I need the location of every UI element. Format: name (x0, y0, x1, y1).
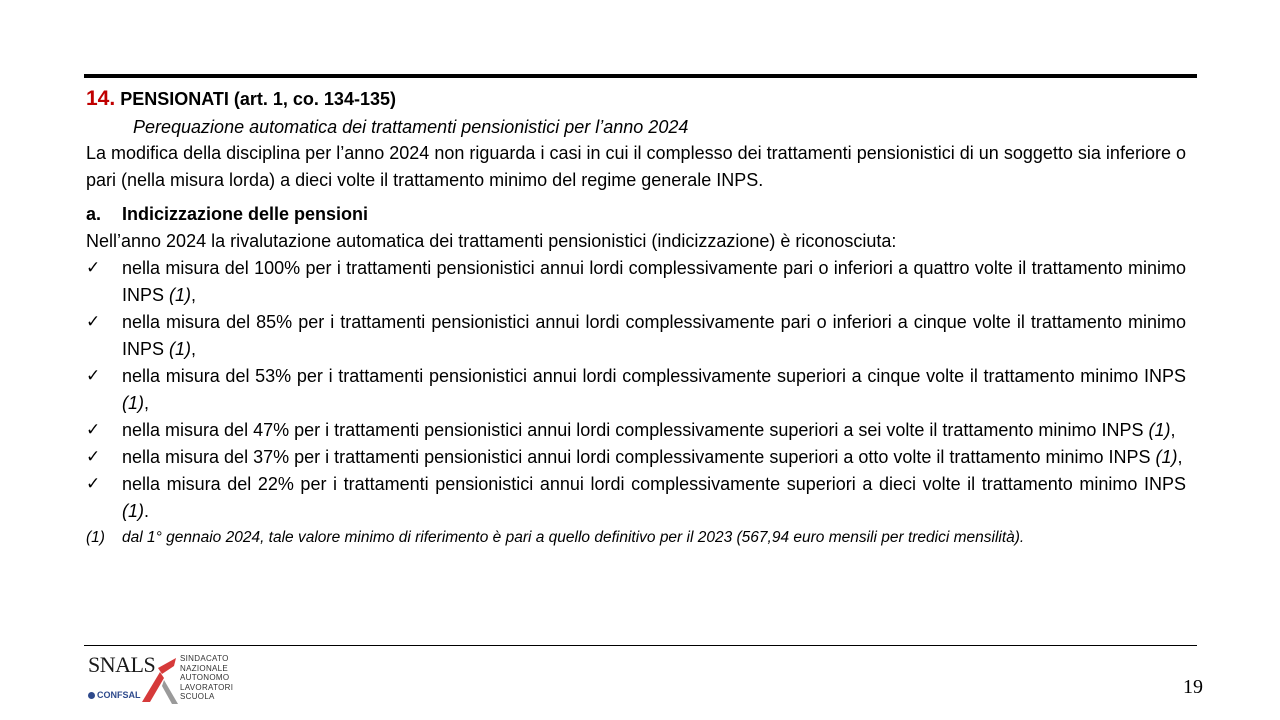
section-number: 14. (86, 87, 116, 110)
check-item-text: nella misura del 85% per i trattamenti pensionistici annui lordi complessivamente pari o inferiori a cinque volte il trattamento minimo INPS (122, 312, 1186, 359)
slide-title (86, 84, 1186, 114)
logo-word: NAZIONALE (180, 663, 229, 673)
snals-logo (86, 652, 236, 708)
check-item (86, 309, 1186, 363)
bottom-rule (84, 645, 1197, 646)
footnote-ref: (1) (1148, 420, 1171, 440)
check-item-end: , (1177, 447, 1183, 467)
check-item-end: . (144, 501, 150, 521)
section-heading (86, 201, 1186, 228)
check-item-end: , (191, 339, 197, 359)
section-lead: Nell’anno 2024 la rivalutazione automatica dei trattamenti pensionistici (indicizzazione) è riconosciuta: (86, 231, 897, 251)
logo-confsal-text: CONFSAL (97, 690, 141, 700)
title-text: PENSIONATI (art. 1, co. 134-135) (120, 89, 396, 109)
page-number: 19 (1183, 676, 1203, 698)
check-item-end: , (144, 393, 150, 413)
check-item-text: nella misura del 100% per i trattamenti pensionistici annui lordi complessivamente pari o inferiori a quattro volte il trattamento minimo INPS (122, 258, 1186, 305)
footnote-ref: (1) (122, 393, 144, 413)
check-item-text: nella misura del 22% per i trattamenti pensionistici annui lordi complessivamente superiori a dieci volte il trattamento minimo INPS (122, 474, 1186, 494)
logo-snals-text: SNALS (88, 652, 156, 677)
check-item (86, 363, 1186, 417)
check-item (86, 255, 1186, 309)
check-item-text: nella misura del 53% per i trattamenti pensionistici annui lordi complessivamente superiori a cinque volte il trattamento minimo INPS (122, 366, 1186, 386)
check-item (86, 444, 1186, 471)
checkmark-icon: ✓ (86, 312, 101, 332)
checkmark-icon: ✓ (86, 420, 101, 440)
footnote-text: dal 1° gennaio 2024, tale valore minimo di riferimento è pari a quello definitivo per il 2023 (567,94 euro mensili per tredici mensilità). (122, 529, 1025, 546)
slide-subtitle: Perequazione automatica dei trattamenti pensionistici per l’anno 2024 (133, 117, 689, 137)
confsal-dot-icon (88, 692, 95, 699)
checkmark-icon: ✓ (86, 447, 101, 467)
logo-confsal (88, 690, 141, 700)
check-item (86, 417, 1186, 444)
check-item (86, 471, 1186, 525)
checkmark-icon: ✓ (86, 366, 101, 386)
section-letter: a. (86, 204, 102, 224)
intro-paragraph: La modifica della disciplina per l’anno 2024 non riguarda i casi in cui il complesso dei trattamenti pensionistici di un soggetto sia inferiore o pari (nella misura lorda) a dieci volte il trattamento minimo del regime generale INPS. (86, 143, 1186, 190)
footnote-ref: (1) (122, 501, 144, 521)
slide-content (86, 84, 1186, 549)
logo-word: LAVORATORI (180, 682, 234, 692)
logo-words (180, 654, 233, 702)
check-item-text: nella misura del 37% per i trattamenti pensionistici annui lordi complessivamente superiori a otto volte il trattamento minimo INPS (122, 447, 1151, 467)
checkmark-icon: ✓ (86, 258, 101, 278)
checkmark-icon: ✓ (86, 474, 101, 494)
logo-word: SCUOLA (180, 692, 215, 702)
check-item-text: nella misura del 47% per i trattamenti pensionistici annui lordi complessivamente superiori a sei volte il trattamento minimo INPS (122, 420, 1144, 440)
footnote-ref: (1) (169, 285, 192, 305)
logo-word: SINDACATO (180, 654, 229, 663)
check-item-end: , (1170, 420, 1176, 440)
footnote (86, 527, 1186, 549)
footnote-ref: (1) (1155, 447, 1178, 467)
footnote-ref: (1) (169, 339, 192, 359)
footnote-label: (1) (86, 529, 105, 546)
top-rule (84, 74, 1197, 78)
logo-word: AUTONOMO (180, 673, 230, 683)
section-heading-text: Indicizzazione delle pensioni (122, 204, 369, 224)
check-list (86, 255, 1186, 525)
snals-emblem-icon (138, 654, 180, 706)
check-item-end: , (191, 285, 197, 305)
